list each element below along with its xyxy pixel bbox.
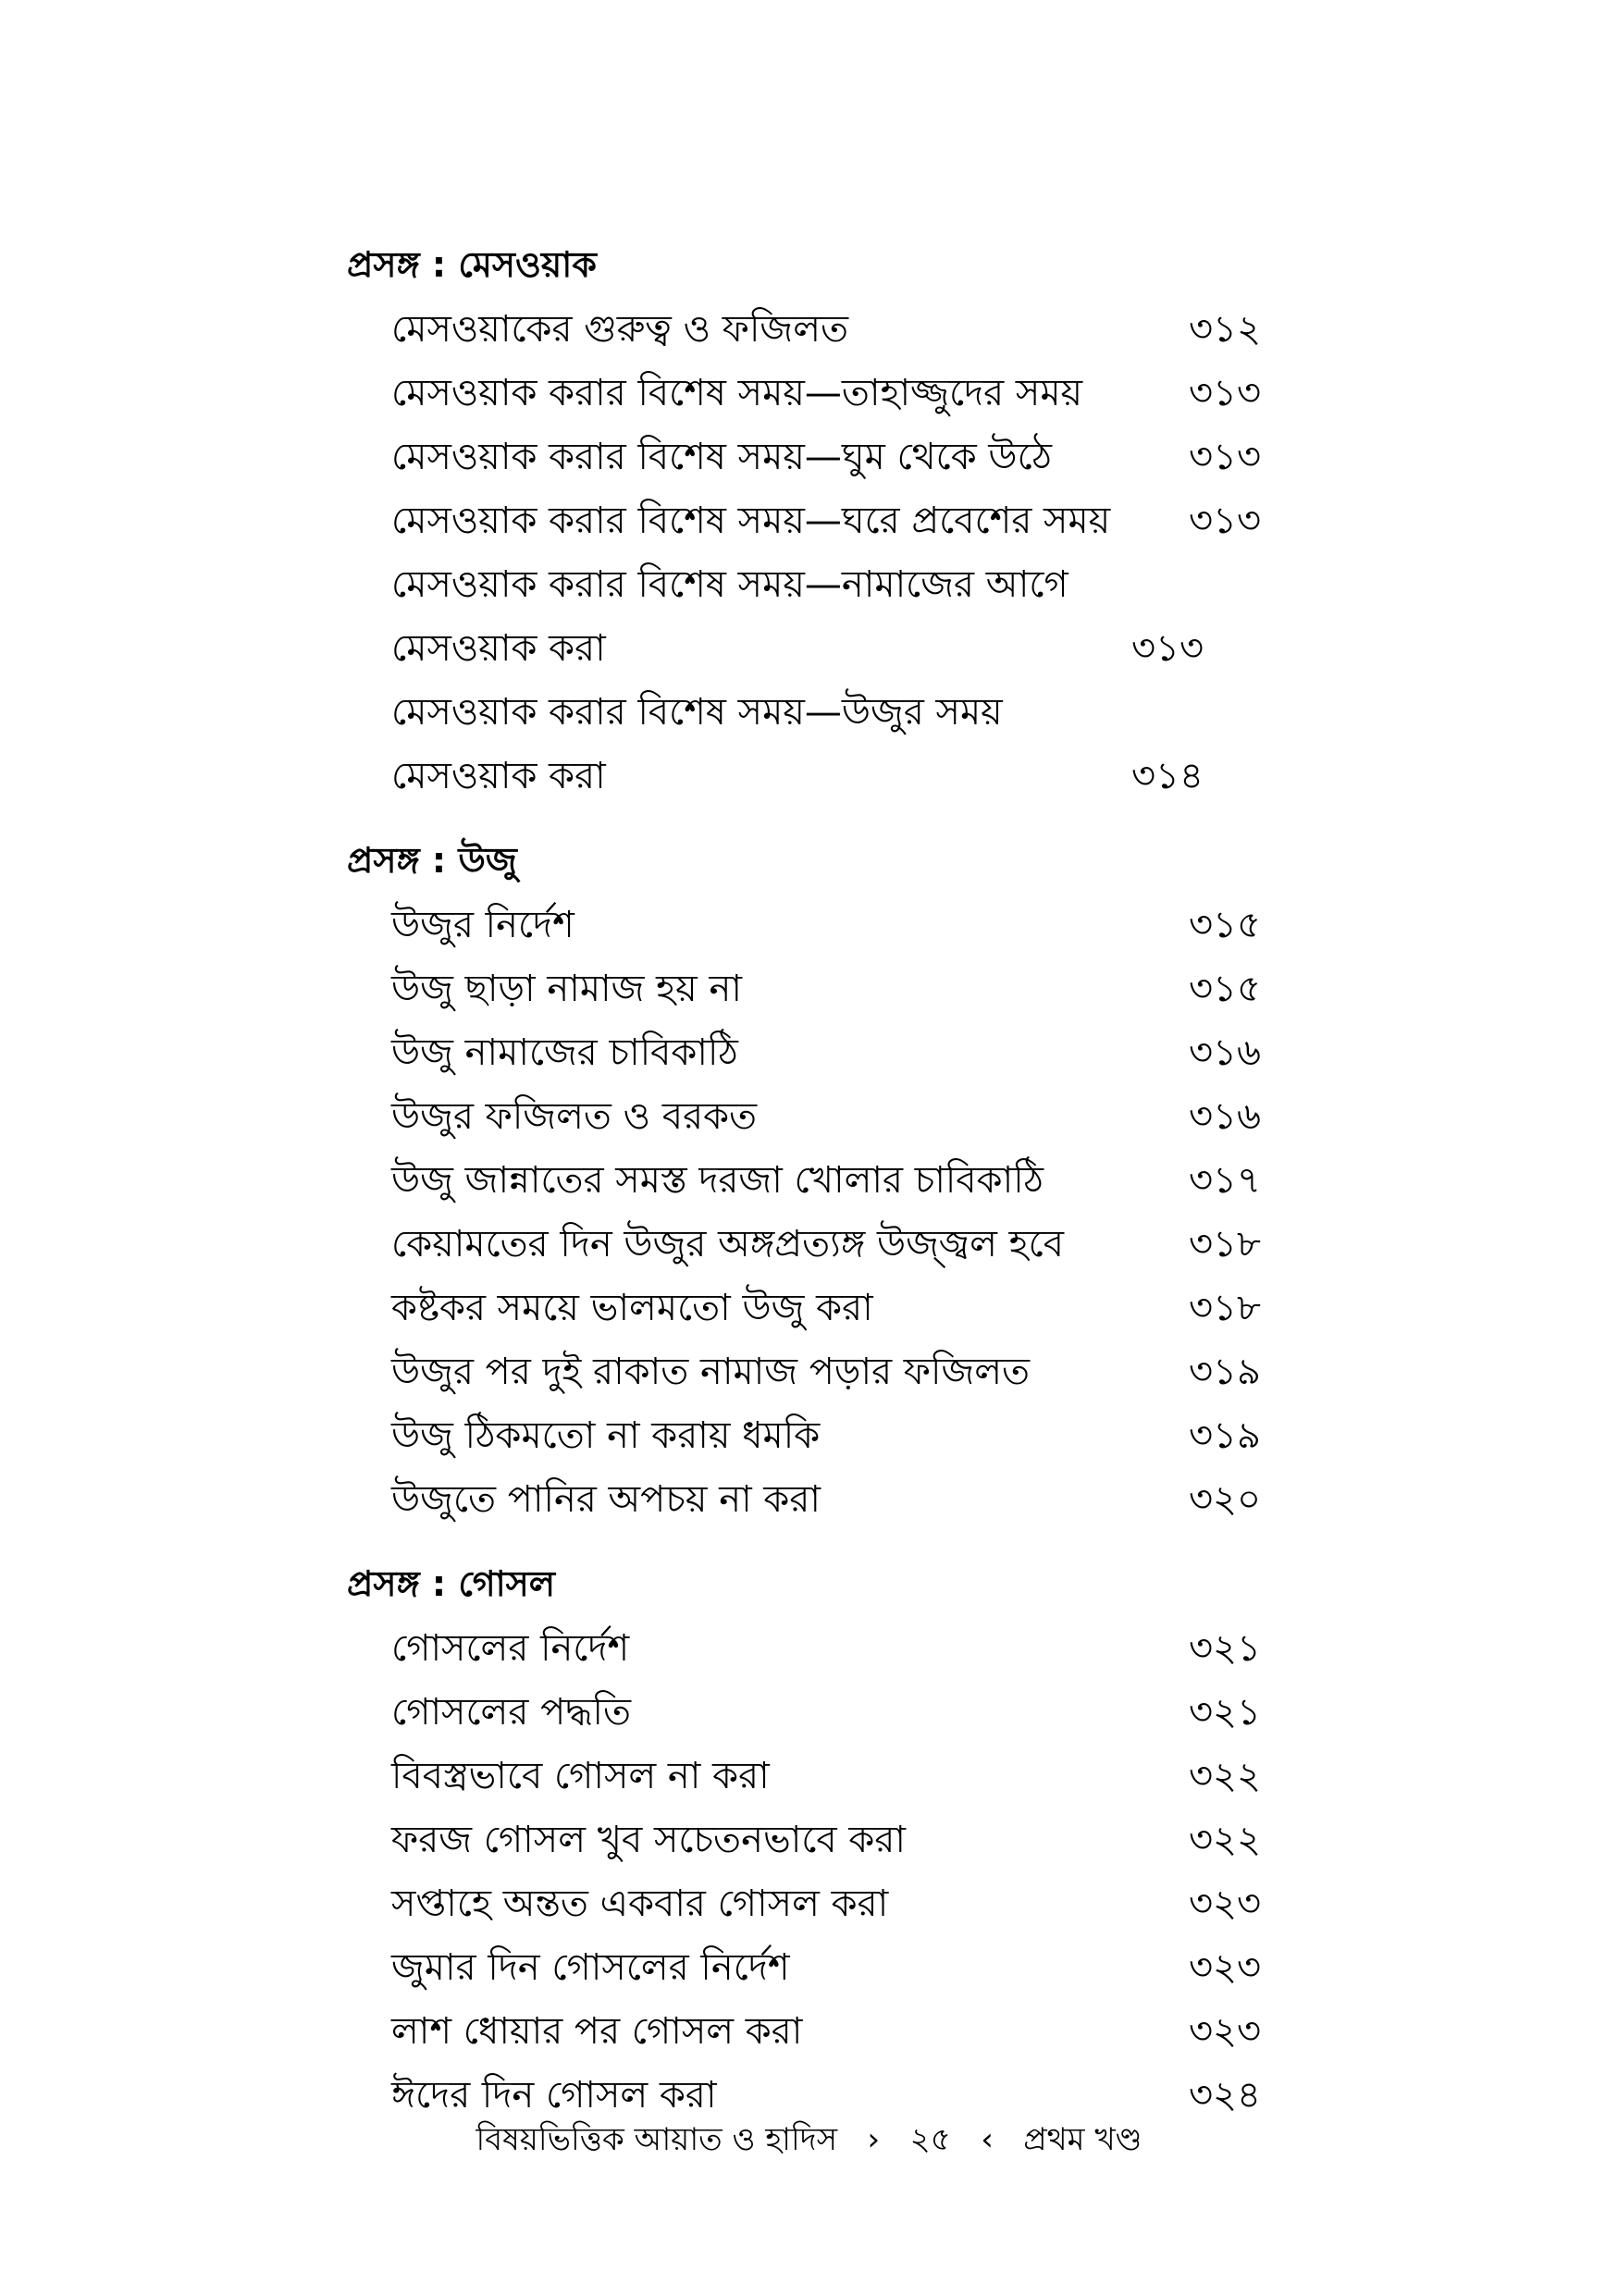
entry-page-number: ৩১৬ [1189,1095,1261,1138]
entry-title: মেসওয়াক করার বিশেষ সময়—নামাজের আগে মেসওয়াক করা [391,563,1068,670]
entry-title: বিবস্ত্রভাবে গোসল না করা [391,1755,770,1797]
entry-page-number: ৩২১ [1189,1627,1261,1670]
entry-title: ফরজ গোসল খুব সচেতনভাবে করা [391,1819,906,1861]
entry-title: উজুতে পানির অপচয় না করা [391,1478,821,1521]
entry-title: উজু ঠিকমতো না করায় ধমকি [391,1414,821,1457]
toc-entry [347,1808,1272,1872]
section-heading: প্রসঙ্গ : মেসওয়াক [347,244,597,285]
toc-entry [347,1468,1272,1532]
toc-entry [347,1745,1272,1808]
toc-entry [347,426,1272,489]
entry-page-number: ৩১৩ [1189,500,1261,542]
toc-entry [347,1617,1272,1681]
toc-entry [347,681,1272,809]
entry-title: গোসলের পদ্ধতি [391,1691,632,1734]
entry-title: মেসওয়াক করার বিশেষ সময়—তাহাজ্জুদের সময় [391,372,1083,414]
entry-title: মেসওয়াক করার বিশেষ সময়—উজুর সময় মেসওয়াক করা [391,691,1003,797]
page-footer [0,2117,1618,2163]
table-of-contents [347,231,1272,2128]
toc-entry [347,362,1272,426]
toc-entry [347,1936,1272,2000]
entry-title: মেসওয়াক করার বিশেষ সময়—ঘরে প্রবেশের সময় [391,500,1111,542]
footer-separator: ‹ [981,2121,994,2158]
entry-title: জুমার দিন গোসলের নির্দেশ [391,1946,790,1989]
entry-page-number: ৩১৩ [1131,627,1204,670]
footer-volume: প্রথম খণ্ড [1023,2121,1142,2158]
entry-page-number: ৩১৮ [1189,1223,1261,1265]
toc-section-uju [347,827,1272,1532]
entry-page-number: ৩১৩ [1189,436,1261,478]
entry-page-number: ৩১৬ [1189,1031,1261,1074]
entry-page-number: ৩২২ [1189,1755,1262,1797]
toc-entry [347,1021,1272,1085]
toc-entry [347,894,1272,957]
entry-page-number: ৩১৭ [1189,1159,1261,1202]
section-heading: প্রসঙ্গ : উজু [347,840,517,881]
section-heading: প্রসঙ্গ : গোসল [347,1563,556,1604]
entry-page-number: ৩২১ [1189,1691,1261,1734]
entry-page-number: ৩১৯ [1189,1414,1261,1457]
entry-page-number: ৩২৩ [1189,2010,1262,2053]
entry-page-number: ৩২৩ [1189,1882,1262,1925]
entry-page-number: ৩২০ [1189,1478,1262,1521]
entry-title: গোসলের নির্দেশ [391,1627,630,1670]
toc-entry [347,1340,1272,1404]
entry-page-number: ৩১৫ [1189,968,1261,1010]
toc-entry [347,1404,1272,1468]
footer-separator: › [867,2121,881,2158]
entry-title: সপ্তাহে অন্তত একবার গোসল করা [391,1882,889,1925]
toc-section-meswak [347,231,1272,809]
entry-title: উজুর পর দুই রাকাত নামাজ পড়ার ফজিলত [391,1351,1031,1393]
entry-title: উজু ছাড়া নামাজ হয় না [391,968,742,1010]
entry-title: মেসওয়াকের গুরুত্ব ও ফজিলত [391,308,849,351]
entry-page-number: ৩২৩ [1189,1946,1262,1989]
entry-page-number: ৩১৩ [1189,372,1261,414]
entry-title: উজু নামাজের চাবিকাঠি [391,1031,738,1074]
entry-page-number: ৩১৪ [1131,755,1204,797]
toc-entry [347,298,1272,362]
entry-page-number: ৩১২ [1189,308,1261,351]
entry-title: লাশ ধোয়ার পর গোসল করা [391,2010,803,2053]
toc-entry [347,1085,1272,1149]
toc-entry [347,489,1272,553]
toc-entry [347,2000,1272,2064]
entry-page-number: ৩১৯ [1189,1351,1261,1393]
entry-title: কষ্টকর সময়ে ভালমতো উজু করা [391,1287,873,1329]
entry-title: উজু জান্নাতের সমস্ত দরজা খোলার চাবিকাঠি [391,1159,1044,1202]
entry-page-number: ৩২২ [1189,1819,1262,1861]
toc-entry [347,1681,1272,1745]
toc-entry [347,1213,1272,1277]
entry-page-number: ৩২৪ [1189,2074,1261,2117]
toc-entry [347,957,1272,1021]
toc-entry [347,1277,1272,1340]
entry-page-number: ৩১৫ [1189,904,1261,946]
footer-book-title: বিষয়ভিত্তিক আয়াত ও হাদিস [476,2121,838,2158]
toc-section-gosol [347,1550,1272,2128]
toc-entry [347,1872,1272,1936]
entry-title: উজুর ফজিলত ও বরকত [391,1095,758,1138]
entry-page-number: ৩১৮ [1189,1287,1261,1329]
entry-title: উজুর নির্দেশ [391,904,574,946]
entry-title: ঈদের দিন গোসল করা [391,2074,717,2117]
entry-title: মেসওয়াক করার বিশেষ সময়—ঘুম থেকে উঠে [391,436,1053,478]
toc-entry [347,553,1272,681]
toc-entry [347,1149,1272,1213]
footer-page-number: ২৫ [909,2121,951,2158]
entry-title: কেয়ামতের দিন উজুর অঙ্গপ্রত্যঙ্গ উজ্জ্বল হবে [391,1223,1064,1265]
